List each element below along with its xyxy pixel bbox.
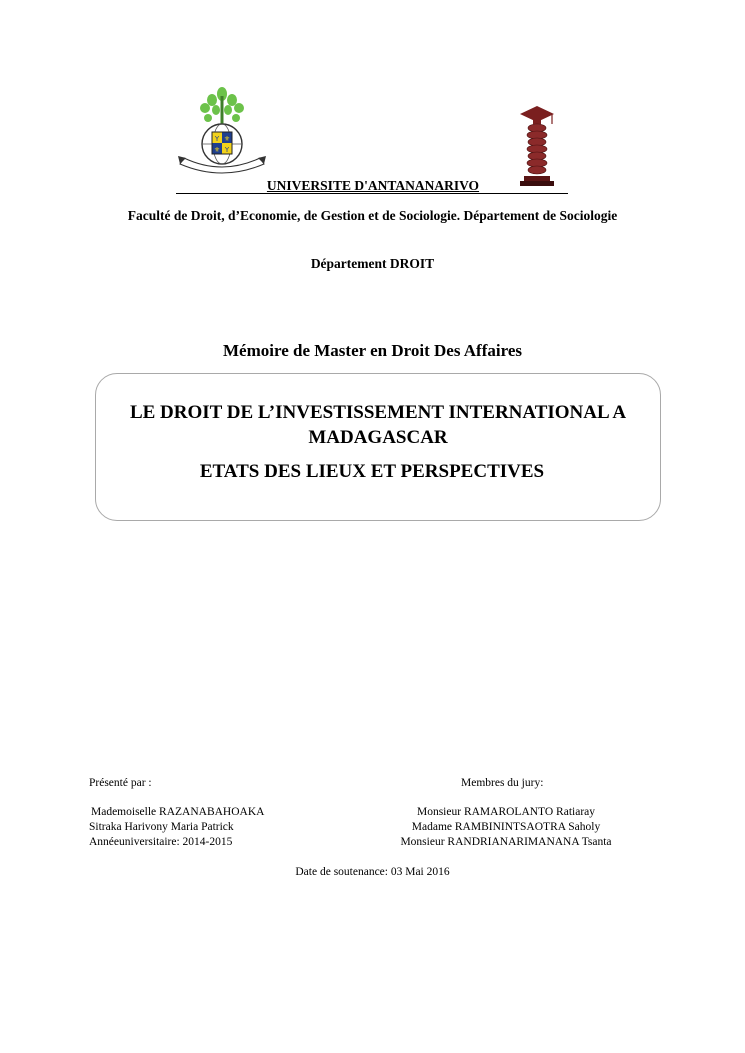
thesis-title-line-1: LE DROIT DE L’INVESTISSEMENT INTERNATIONAL A: [129, 402, 627, 423]
jury-member: Madame RAMBININTSAOTRA Saholy: [411, 821, 601, 833]
thesis-title-line-2: MADAGASCAR: [308, 427, 448, 448]
jury-member: Monsieur RANDRIANARIMANANA Tsanta: [400, 836, 612, 848]
presenter-name-line-2: Sitraka Harivony Maria Patrick: [89, 821, 234, 833]
jury-label: Membres du jury:: [461, 777, 544, 789]
thesis-title: [95, 400, 661, 450]
presenter-name-line-1: Mademoiselle RAZANABAHOAKA: [91, 806, 265, 818]
presenter-label: Présenté par :: [89, 777, 152, 789]
svg-text:⚜: ⚜: [223, 135, 231, 143]
presenter-info: [89, 805, 264, 850]
department-name: Département DROIT: [310, 256, 435, 271]
university-name: UNIVERSITE D'ANTANANARIVO: [266, 178, 480, 193]
jury-list: [384, 805, 628, 850]
svg-text:Y: Y: [224, 146, 230, 154]
header-divider: [176, 193, 568, 194]
university-seal-icon: [178, 86, 266, 178]
defense-date: Date de soutenance: 03 Mai 2016: [295, 866, 450, 878]
faculty-name: Faculté de Droit, d’Economie, de Gestion et de Sociologie. Département de Sociologie: [127, 208, 618, 223]
svg-text:Y: Y: [214, 135, 220, 143]
svg-text:⚜: ⚜: [213, 146, 221, 154]
thesis-type: Mémoire de Master en Droit Des Affaires: [223, 341, 522, 360]
thesis-subtitle: ETATS DES LIEUX ET PERSPECTIVES: [199, 461, 545, 482]
academic-year: Annéeuniversitaire: 2014-2015: [89, 836, 233, 848]
jury-member: Monsieur RAMAROLANTO Ratiaray: [416, 806, 596, 818]
